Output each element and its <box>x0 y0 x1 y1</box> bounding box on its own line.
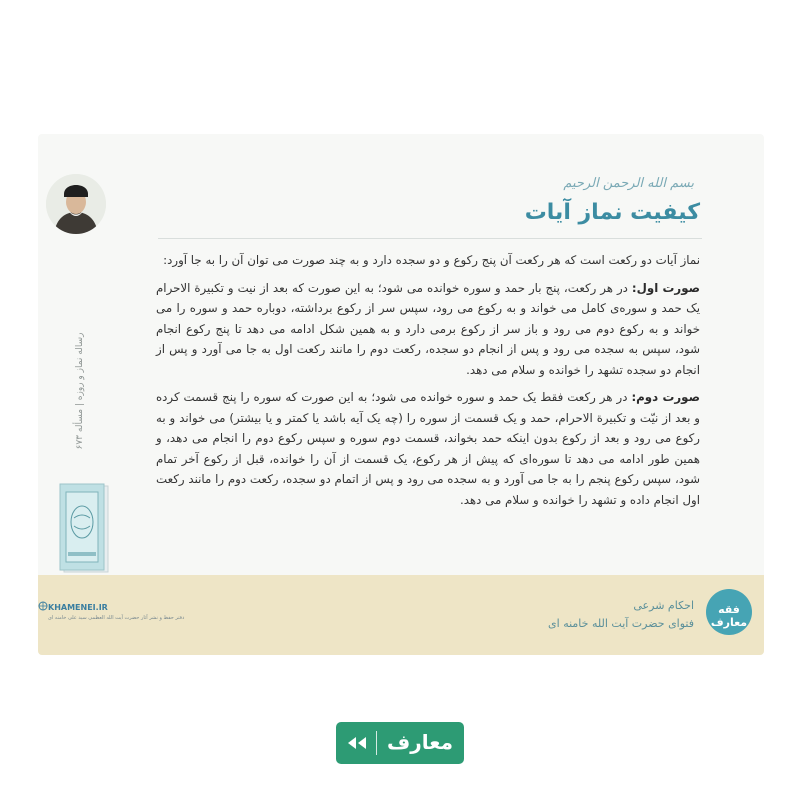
form2-text: در هر رکعت فقط یک حمد و سوره خوانده می شود؛ به این صورت که سوره را پنج قسمت کرده و بعد از نیّت و تکبیرة الاحرام، حمد و یک قسمت از سوره را (چه یک آیه باشد یا کمتر و یا بیشتر) می خواند و به رکوع می رود و بعد از رکوع بدون اینکه حمد بخواند، قسمت دوم سوره و سپس رکوع دوم را انجام می دهد، و همین طور ادامه می دهد تا سوره‌ای که پیش از هر رکوع، یک قسمت از آن را خوانده، قبل از رکوع آخر تمام شود، سپس رکوع پنجم را به جا می آورد و به سجده می رود و پس از اتمام دو سجده، رکعت دوم را مانند رکعت اول انجام داده و تشهد را خوانده و سلام می دهد. <box>156 390 700 507</box>
reference-text: رساله نماز و روزه | مسأله ۶۷۳ <box>75 332 85 450</box>
bismillah: بسم الله الرحمن الرحیم <box>563 176 694 191</box>
play-icon <box>346 735 370 751</box>
emblem-icon <box>706 589 752 635</box>
book-icon <box>58 482 112 576</box>
intro-paragraph: نماز آیات دو رکعت است که هر رکعت آن پنج رکوع و دو سجده دارد و به چند صورت می توان آن را به جا آورد: <box>163 253 700 267</box>
form1-label: صورت اول: <box>631 280 700 295</box>
book-cover-image <box>58 482 112 576</box>
maaref-logo[interactable] <box>336 722 464 764</box>
logo-text: معارف <box>387 730 453 754</box>
site-name[interactable]: KHAMENEI.IR <box>48 603 108 612</box>
portrait-image <box>46 174 106 234</box>
emblem-label: فقه معارف <box>710 603 748 629</box>
globe-icon <box>38 601 48 611</box>
form2-label: صورت دوم: <box>631 390 700 404</box>
article-body <box>156 250 700 517</box>
form2-paragraph <box>156 387 700 510</box>
title-divider <box>158 238 702 239</box>
document-card <box>38 134 764 655</box>
category-line2: فتوای حضرت آیت الله خامنه ای <box>548 617 694 630</box>
category-line1: احکام شرعی <box>633 599 694 612</box>
site-subtitle: دفتر حفظ و نشر آثار حضرت آیت الله العظمی سید علی خامنه ای <box>48 615 185 621</box>
form1-paragraph <box>156 278 700 381</box>
form1-text: در هر رکعت، پنج بار حمد و سوره خوانده می شود؛ به این صورت که بعد از نیت و تکبیرة الاحرام یک حمد و سوره‌ی کامل می خواند و به رکوع می رود، سپس سر از رکوع برداشته، دوباره حمد و سوره را می خواند و به رکوع دوم می رود و باز سر از رکوع برمی دارد و به همین شکل ادامه می دهد تا پنج رکوع انجام شود، سپس به سجده می رود و پس از انجام دو سجده، رکعت دوم را مانند رکعت اول به جا می آورد و پس از انجام دو سجده تشهد را خوانده و سلام می دهد. <box>156 280 700 377</box>
footer-band <box>38 575 764 655</box>
vertical-reference <box>68 282 92 500</box>
logo-separator <box>376 731 377 755</box>
footer-category <box>548 597 694 633</box>
portrait-avatar <box>46 174 106 234</box>
page-title: کیفیت نماز آیات <box>524 200 700 225</box>
